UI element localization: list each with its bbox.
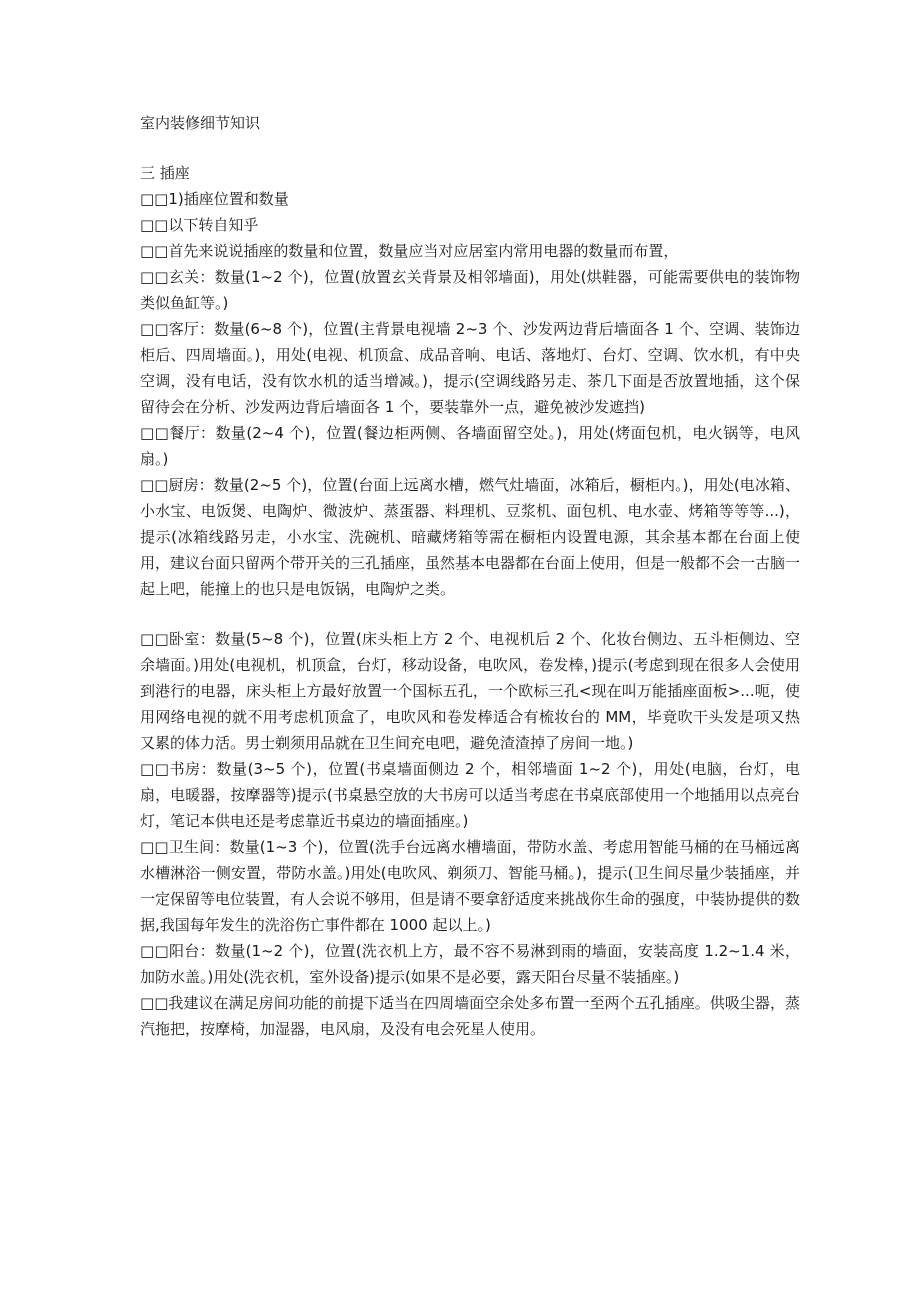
paragraph-intro: □□首先来说说插座的数量和位置，数量应当对应居室内常用电器的数量而布置，: [140, 242, 679, 260]
page-title: 室内装修细节知识: [140, 114, 261, 132]
paragraph-subheading: □□1)插座位置和数量: [140, 190, 289, 208]
paragraph-balcony: □□阳台：数量(1~2 个)，位置(洗衣机上方，最不容不易淋到雨的墙面，安装高度 1.2~1.4 米，加防水盖。)用处(洗衣机，室外设备)提示(如果不是必要，露天阳台尽量不装插座。): [140, 942, 800, 986]
document-body: [140, 110, 800, 1042]
paragraph-dining-room: □□餐厅：数量(2~4 个)，位置(餐边柜两侧、各墙面留空处。)，用处(烤面包机，电火锅等，电风扇。): [140, 424, 800, 468]
paragraph-source: □□以下转自知乎: [140, 216, 259, 234]
spacer: [140, 602, 800, 626]
paragraph-kitchen: □□厨房：数量(2~5 个)，位置(台面上远离水槽，燃气灶墙面，冰箱后，橱柜内。)，用处(电冰箱、小水宝、电饭煲、电陶炉、微波炉、蒸蛋器、料理机、豆浆机、面包机、电水壶、烤箱等等等...)，提示(冰箱线路另走，小水宝、洗碗机、暗藏烤箱等需在橱柜内设置电源，其余基本都在台面上使用，建议台面只留两个带开关的三孔插座，虽然基本电器都在台面上使用，但是一般都不会一古脑一起上吧，能撞上的也只是电饭锅，电陶炉之类。: [140, 476, 801, 598]
paragraph-entrance: □□玄关：数量(1~2 个)，位置(放置玄关背景及相邻墙面)，用处(烘鞋器，可能需要供电的装饰物类似鱼缸等。): [140, 268, 800, 312]
paragraph-living-room: □□客厅：数量(6~8 个)，位置(主背景电视墙 2~3 个、沙发两边背后墙面各 1 个、空调、装饰边柜后、四周墙面。)，用处(电视、机顶盒、成品音响、电话、落地灯、台灯、空调、饮水机，有中央空调，没有电话，没有饮水机的适当增减。)，提示(空调线路另走、茶几下面是否放置地插，这个保留待会在分析、沙发两边背后墙面各 1 个，要装靠外一点，避免被沙发遮挡): [140, 320, 800, 416]
paragraph-study: □□书房：数量(3~5 个)，位置(书桌墙面侧边 2 个，相邻墙面 1~2 个)，用处(电脑，台灯，电扇，电暖器，按摩器等)提示(书桌悬空放的大书房可以适当考虑在书桌底部使用一个地插用以点亮台灯，笔记本供电还是考虑靠近书桌边的墙面插座。): [140, 760, 800, 830]
spacer: [140, 136, 800, 160]
paragraph-bedroom: □□卧室：数量(5~8 个)，位置(床头柜上方 2 个、电视机后 2 个、化妆台侧边、五斗柜侧边、空余墙面。)用处(电视机，机顶盒，台灯，移动设备，电吹风，卷发棒，)提示(考虑到现在很多人会使用到港行的电器，床头柜上方最好放置一个国标五孔，一个欧标三孔<现在叫万能插座面板>...呃，使用网络电视的就不用考虑机顶盒了，电吹风和卷发棒适合有梳妆台的 MM，毕竟吹干头发是项又热又累的体力活。男士剃须用品就在卫生间充电吧，避免渣渣掉了房间一地。): [140, 630, 800, 752]
paragraph-bathroom: □□卫生间：数量(1~3 个)，位置(洗手台远离水槽墙面，带防水盖、考虑用智能马桶的在马桶远离水槽淋浴一侧安置，带防水盖。)用处(电吹风、剃须刀、智能马桶。)，提示(卫生间尽量少装插座，并一定保留等电位装置，有人会说不够用，但是请不要拿舒适度来挑战你生命的强度，中装协提供的数据,我国每年发生的洗浴伤亡事件都在 1000 起以上。): [140, 838, 801, 934]
section-heading: 三 插座: [140, 164, 190, 182]
paragraph-suggestion: □□我建议在满足房间功能的前提下适当在四周墙面空余处多布置一至两个五孔插座。供吸尘器，蒸汽拖把，按摩椅，加湿器，电风扇，及没有电会死星人使用。: [140, 994, 800, 1038]
